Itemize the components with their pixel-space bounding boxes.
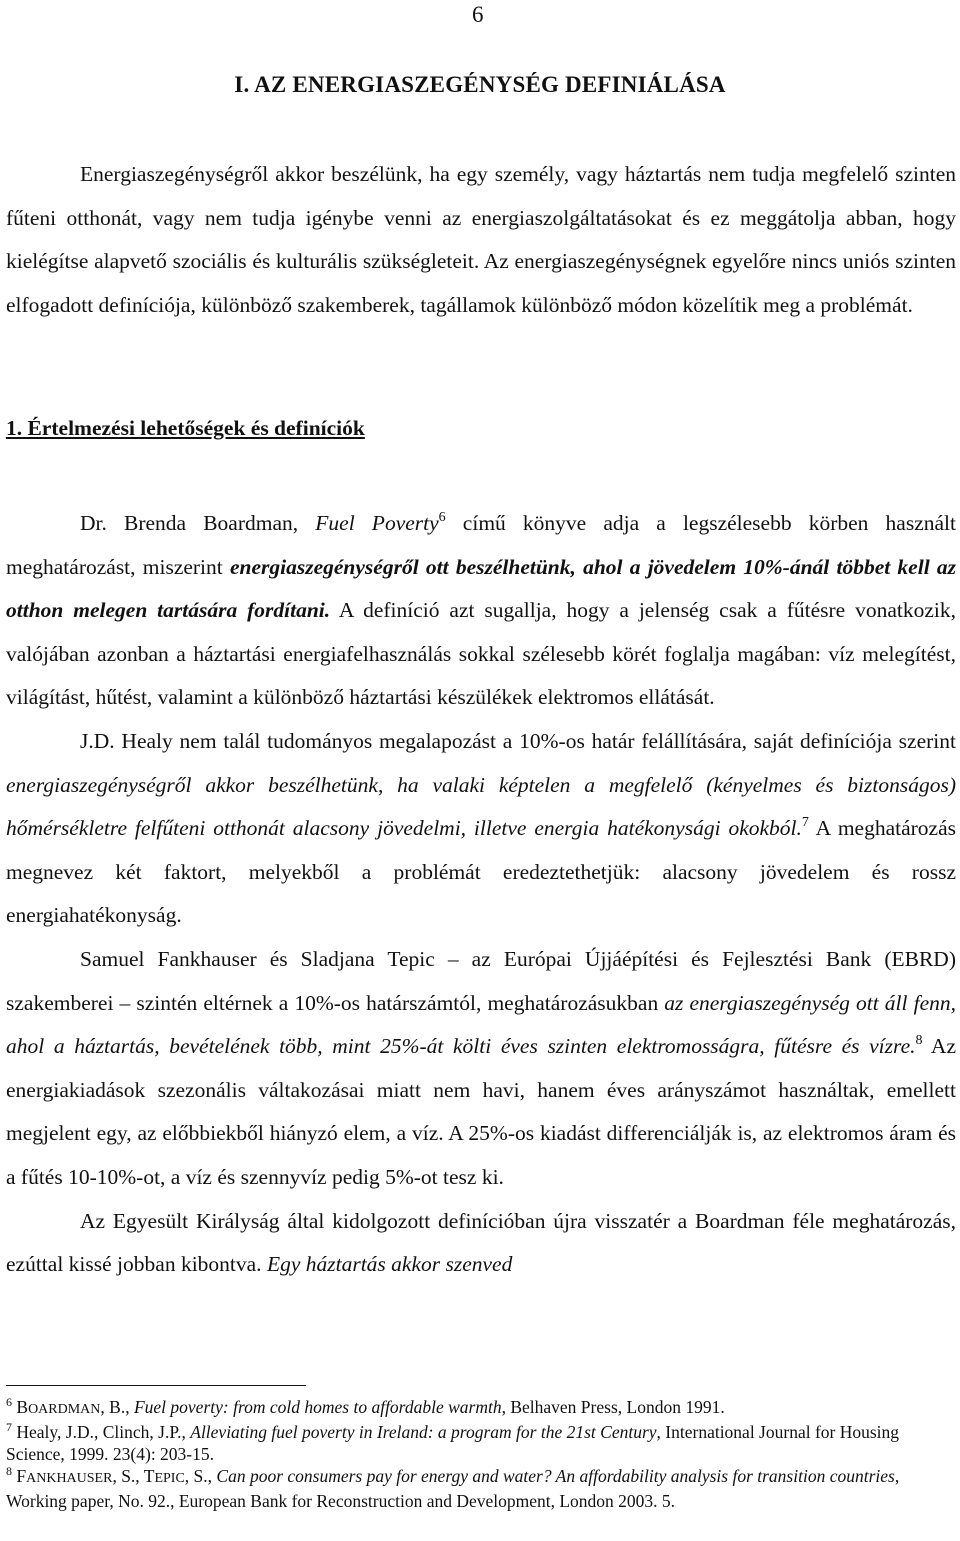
healy-paragraph xyxy=(6,720,956,938)
footnote-author-rest: , S., T xyxy=(112,1466,155,1486)
healy-definition: energiaszegénységről akkor beszélhetünk, ha valaki képtelen a megfelelő (kényelmes és biztonságos) hőmérsékletre felfűteni otthonát alacsony jövedelmi, illetve energia hatékonysági okokból. xyxy=(6,772,956,841)
healy-text-a: J.D. Healy nem talál tudományos megalapozást a 10%-os határ felállítására, saját definíciója szerint xyxy=(80,728,956,753)
footnote-ref-8: 8 xyxy=(915,1033,923,1049)
chapter-title: I. AZ ENERGIASZEGÉNYSÉG DEFINIÁLÁSA xyxy=(234,72,726,97)
footnote-author-rest: , B., xyxy=(100,1397,134,1417)
footnote-author-initial: B xyxy=(16,1397,29,1417)
footnote-publisher: , International Journal for Housing Science, 1999. 23(4): 203-15. xyxy=(6,1422,900,1464)
definitions-section xyxy=(6,502,956,1287)
footnote-divider xyxy=(6,1385,306,1386)
footnote-6 xyxy=(6,1396,946,1421)
uk-text-a: Az Egyesült Királyság által kidolgozott definícióban újra visszatér a Boardman féle meghatározás, ezúttal kissé jobban kibontva. xyxy=(6,1208,956,1277)
footnote-title: Alleviating fuel poverty in Ireland: a program for the 21st Century xyxy=(190,1422,657,1442)
boardman-text-a: Dr. Brenda Boardman, xyxy=(80,511,316,535)
intro-paragraph: Energiaszegénységről akkor beszélünk, ha egy személy, vagy háztartás nem tudja megfelelő szinten fűteni otthonát, vagy nem tudja igénybe venni az energiaszolgáltatásokat és ez meggátolja abban, hogy kielégítse alapvető szociális és kulturális szükségleteit. Az energiaszegénységnek egyelőre nincs uniós szinten elfogadott definíciója, különböző szakemberek, tagállamok különböző módon közelítik meg a problémát. xyxy=(6,162,956,317)
boardman-definition: energiaszegénységről ott beszélhetünk, ahol a jövedelem 10%-ánál többet kell az otthon melegen tartására fordítani. xyxy=(6,554,957,623)
uk-definition: Egy háztartás akkor szenved xyxy=(266,1252,513,1277)
footnote-author-rest: Healy, J.D., Clinch, J.P., xyxy=(16,1422,191,1442)
fankhauser-paragraph xyxy=(6,938,956,1200)
section-heading: 1. Értelmezési lehetőségek és definíciók xyxy=(6,416,365,440)
footnote-ref-6: 6 xyxy=(438,510,446,525)
footnote-title: Can poor consumers pay for energy and water? An affordability analysis for transition countries xyxy=(216,1466,895,1486)
footnote-title: Fuel poverty: from cold homes to affordable warmth xyxy=(133,1397,502,1417)
footnote-author-rest-2: , S., xyxy=(184,1466,217,1486)
fankhauser-text-b: Az energiakiadások szezonális váltakozásai miatt nem havi, hanem éves arányszámot használtak, emellett megjelent egy, az előbbiekből hiányzó elem, a víz. A 25%-os kiadást differenciálják is, az elektromos áram és a fűtés 10-10%-ot, a víz és szennyvíz pedig 5%-ot tesz ki. xyxy=(6,1034,956,1189)
footnote-author-smallcaps: ANKHAUSER xyxy=(26,1471,113,1486)
footnote-number: 6 xyxy=(6,1395,12,1409)
boardman-text-b: című könyve adja a legszélesebb körben használt meghatározást, miszerint xyxy=(6,511,956,579)
footnote-number: 7 xyxy=(6,1420,12,1434)
boardman-book-title: Fuel Poverty xyxy=(315,511,439,535)
uk-paragraph xyxy=(6,1200,956,1287)
footnote-author-smallcaps: OARDMAN xyxy=(28,1402,101,1417)
intro-section xyxy=(6,153,956,327)
healy-text-b: A meghatározás megnevez két faktort, melyekből a problémát eredeztethetjük: alacsony jövedelem és rossz energiahatékonyság. xyxy=(6,816,957,928)
footnote-author-smallcaps-2: EPIC xyxy=(154,1471,185,1486)
footnote-number: 8 xyxy=(6,1464,12,1478)
footnote-publisher: , Belhaven Press, London 1991. xyxy=(501,1397,725,1417)
footnote-8 xyxy=(6,1465,946,1512)
boardman-text-c: A definíció azt sugallja, hogy a jelenség csak a fűtésre vonatkozik, valójában azonban a háztartási energiafelhasználás sokkal szélesebb körét foglalja magában: víz melegítést, világítást, hűtést, valamint a különböző háztartási készülékek elektromos ellátását. xyxy=(6,598,956,710)
footnote-author-initial: F xyxy=(16,1466,27,1486)
fankhauser-text-a: Samuel Fankhauser és Sladjana Tepic – az Európai Újjáépítési és Fejlesztési Bank (EBRD) szakemberei – szintén eltérnek a 10%-os határszámtól, meghatározásukban xyxy=(6,946,956,1015)
boardman-paragraph xyxy=(6,502,956,720)
fankhauser-definition: az energiaszegénység ott áll fenn, ahol a háztartás, bevételének több, mint 25%-át költi éves szinten elektromosságra, fűtésre és vízre. xyxy=(6,990,956,1059)
footnote-publisher: , Working paper, No. 92., European Bank for Reconstruction and Development, London 2003. 5. xyxy=(6,1466,900,1511)
footnote-ref-7: 7 xyxy=(801,815,809,831)
page-number: 6 xyxy=(472,2,484,27)
footnotes xyxy=(6,1396,946,1512)
footnote-7 xyxy=(6,1421,946,1465)
